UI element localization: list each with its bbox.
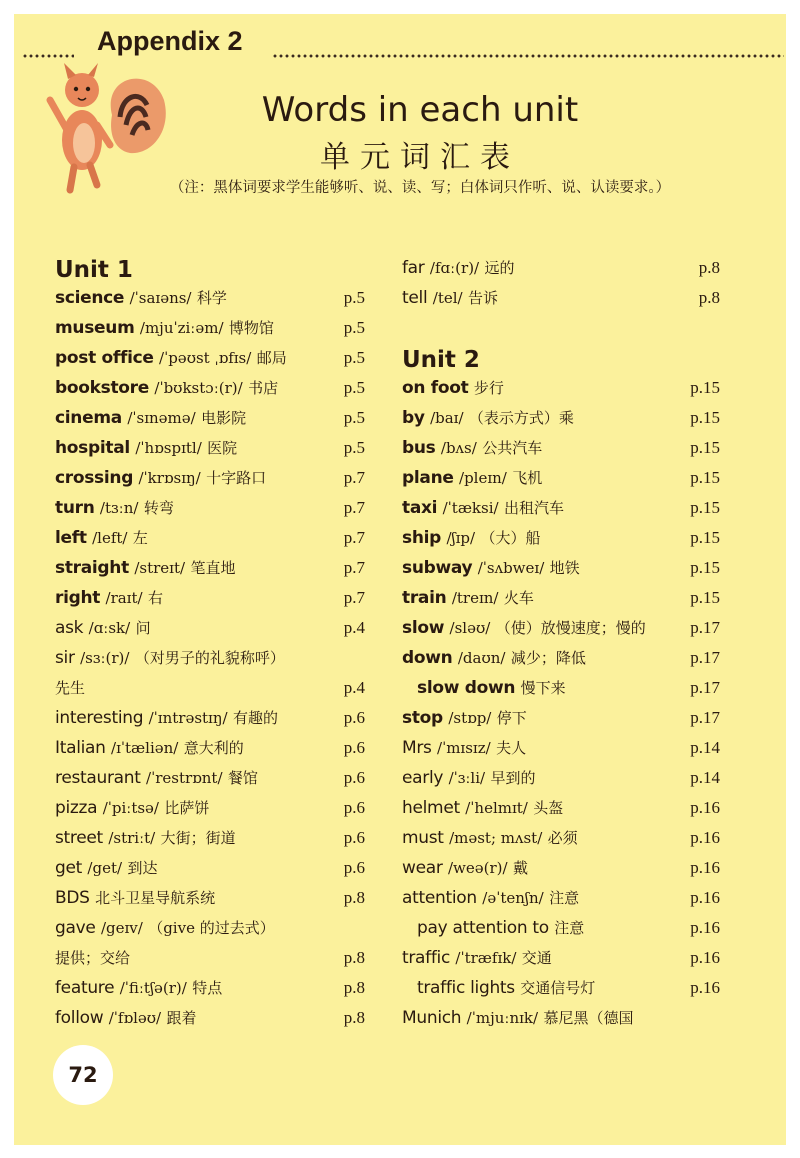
spacer [402, 313, 720, 343]
vocab-entry [402, 1003, 720, 1033]
page-ref: p.16 [690, 828, 720, 847]
vocab-entry [55, 823, 365, 853]
phonetic: /tel/ [432, 289, 463, 307]
vocab-word: interesting [55, 708, 144, 728]
phonetic: /ˈkrɒsɪŋ/ [138, 469, 201, 487]
vocab-entry [55, 763, 365, 793]
vocab-word: follow [55, 1008, 104, 1028]
vocab-entry [402, 523, 720, 553]
phonetic: /striːt/ [108, 829, 156, 847]
page-ref: p.6 [343, 768, 365, 787]
meaning: 到达 [127, 859, 158, 877]
meaning: 左 [132, 529, 148, 547]
vocab-word: taxi [402, 498, 438, 518]
phonetic: /ˈfɒləʊ/ [108, 1009, 162, 1027]
vocab-word: turn [55, 498, 95, 518]
phonetic: /treɪn/ [451, 589, 499, 607]
meaning: 北斗卫星导航系统 [95, 889, 216, 907]
unit-heading-label: Unit 1 [55, 257, 133, 283]
meaning: 公共汽车 [482, 439, 543, 457]
page-ref: p.17 [690, 618, 720, 637]
vocab-entry [55, 643, 365, 673]
phonetic: /məst; mʌst/ [449, 829, 543, 847]
vocab-word: hospital [55, 438, 130, 458]
vocab-word: traffic [402, 948, 451, 968]
phonetic: /tɜːn/ [99, 499, 139, 517]
meaning: 电影院 [201, 409, 247, 427]
page-ref: p.7 [343, 498, 365, 517]
vocab-entry [55, 673, 365, 703]
page-ref: p.17 [690, 678, 720, 697]
page-ref: p.8 [698, 258, 720, 277]
page-ref: p.5 [343, 378, 365, 397]
page-ref: p.6 [343, 858, 365, 877]
meaning: 大街；街道 [160, 829, 236, 847]
vocab-entry [55, 373, 365, 403]
vocab-word: bookstore [55, 378, 149, 398]
page-ref: p.5 [343, 348, 365, 367]
meaning: （表示方式）乘 [468, 409, 574, 427]
page-ref: p.16 [690, 918, 720, 937]
phonetic: /ˈhɒspɪtl/ [135, 439, 202, 457]
vocab-entry [402, 493, 720, 523]
phonetic: /mjuˈziːəm/ [139, 319, 224, 337]
page-ref: p.7 [343, 528, 365, 547]
vocab-word: Italian [55, 738, 106, 758]
page-ref: p.15 [690, 558, 720, 577]
page-ref: p.7 [343, 558, 365, 577]
vocab-word: subway [402, 558, 473, 578]
vocab-word: by [402, 408, 425, 428]
phonetic: /əˈtenʃn/ [482, 889, 544, 907]
meaning: 头盔 [533, 799, 564, 817]
vocab-entry [402, 733, 720, 763]
vocab-word: tell [402, 288, 428, 308]
vocab-word: BDS [55, 888, 90, 908]
vocab-entry [55, 583, 365, 613]
vocab-entry [402, 913, 720, 943]
vocab-entry [55, 853, 365, 883]
unit-heading-label: Unit 2 [402, 347, 480, 373]
vocab-entry [402, 703, 720, 733]
vocab-entry [55, 793, 365, 823]
vocab-entry [402, 883, 720, 913]
meaning: 十字路口 [206, 469, 267, 487]
vocab-entry [55, 313, 365, 343]
page-number: 72 [53, 1045, 113, 1105]
meaning: 先生 [55, 679, 86, 697]
vocab-entry [402, 253, 720, 283]
vocab-word: straight [55, 558, 129, 578]
page-ref: p.6 [343, 708, 365, 727]
page-ref: p.16 [690, 798, 720, 817]
vocab-word: far [402, 258, 425, 278]
vocab-entry [402, 373, 720, 403]
vocab-entry [402, 643, 720, 673]
meaning: 书店 [248, 379, 279, 397]
vocab-entry [402, 943, 720, 973]
vocab-word: slow [402, 618, 445, 638]
page-ref: p.14 [690, 738, 720, 757]
phonetic: /ˈsaɪəns/ [129, 289, 192, 307]
vocab-word: slow down [417, 678, 516, 698]
phonetic: /ˈbʊkstɔː(r)/ [154, 379, 243, 397]
vocab-entry [402, 673, 720, 703]
phonetic: /ˈfiːtʃə(r)/ [119, 979, 187, 997]
appendix-heading: Appendix 2 [97, 26, 243, 56]
page-ref: p.5 [343, 288, 365, 307]
meaning: 有趣的 [232, 709, 278, 727]
phonetic: /ɑːsk/ [88, 619, 131, 637]
vocab-word: Munich [402, 1008, 462, 1028]
vocab-entry [55, 703, 365, 733]
page-ref: p.8 [343, 1008, 365, 1027]
phonetic: /ˈtræfɪk/ [455, 949, 517, 967]
phonetic: /ˈpəʊst ˌɒfɪs/ [159, 349, 252, 367]
phonetic: /sɜː(r)/ [80, 649, 130, 667]
page-ref: p.15 [690, 468, 720, 487]
vocab-entry [55, 433, 365, 463]
vocab-entry [55, 883, 365, 913]
page-ref: p.4 [343, 618, 365, 637]
meaning: 慢下来 [520, 679, 566, 697]
phonetic: /ʃɪp/ [446, 529, 476, 547]
phonetic: /sləʊ/ [449, 619, 491, 637]
phonetic: /ˈrestrɒnt/ [146, 769, 223, 787]
meaning: 问 [135, 619, 151, 637]
page-ref: p.15 [690, 528, 720, 547]
vocab-word: pay attention to [417, 918, 549, 938]
vocab-word: stop [402, 708, 443, 728]
vocab-entry [402, 433, 720, 463]
vocab-word: museum [55, 318, 135, 338]
meaning: 意大利的 [183, 739, 244, 757]
meaning: 笔直地 [190, 559, 236, 577]
meaning: 出租汽车 [503, 499, 564, 517]
vocab-word: get [55, 858, 83, 878]
meaning: （大）船 [480, 529, 541, 547]
page-title-chinese: 单元词汇表 [320, 140, 520, 175]
phonetic: /ˈpiːtsə/ [102, 799, 159, 817]
vocab-word: on foot [402, 378, 469, 398]
vocab-entry [55, 1003, 365, 1033]
phonetic: /raɪt/ [105, 589, 143, 607]
meaning: 减少；降低 [510, 649, 586, 667]
page-ref: p.6 [343, 798, 365, 817]
phonetic: /get/ [87, 859, 123, 877]
phonetic: /ˈmɪsɪz/ [437, 739, 491, 757]
dotted-rule [272, 52, 784, 60]
vocab-entry [402, 283, 720, 313]
meaning: 戴 [512, 859, 528, 877]
page-ref: p.6 [343, 738, 365, 757]
page-ref: p.17 [690, 648, 720, 667]
meaning: 夫人 [496, 739, 527, 757]
phonetic: /ˈɜːli/ [448, 769, 486, 787]
page-ref: p.15 [690, 408, 720, 427]
vocab-entry [55, 733, 365, 763]
meaning: 跟着 [166, 1009, 197, 1027]
page-ref: p.16 [690, 888, 720, 907]
vocab-word: left [55, 528, 87, 548]
vocab-word: science [55, 288, 125, 308]
meaning: 交通信号灯 [520, 979, 596, 997]
phonetic: /ˈtæksi/ [442, 499, 499, 517]
vocab-column-right [402, 253, 720, 1033]
vocab-entry [55, 973, 365, 1003]
vocab-entry [55, 283, 365, 313]
vocab-word: ask [55, 618, 84, 638]
page-ref: p.16 [690, 948, 720, 967]
vocab-word: post office [55, 348, 154, 368]
meaning: 特点 [192, 979, 223, 997]
vocab-word: crossing [55, 468, 134, 488]
page-ref: p.15 [690, 438, 720, 457]
meaning: 提供；交给 [55, 949, 131, 967]
meaning: 邮局 [256, 349, 287, 367]
vocab-entry [402, 463, 720, 493]
meaning: （give 的过去式） [148, 919, 275, 937]
vocab-entry [402, 583, 720, 613]
meaning: 注意 [554, 919, 585, 937]
phonetic: /ˈɪntrəstɪŋ/ [148, 709, 228, 727]
meaning: 餐馆 [227, 769, 258, 787]
meaning: 注意 [549, 889, 580, 907]
vocab-word: gave [55, 918, 96, 938]
page-ref: p.15 [690, 498, 720, 517]
phonetic: /geɪv/ [100, 919, 143, 937]
vocab-word: wear [402, 858, 443, 878]
page-ref: p.5 [343, 438, 365, 457]
meaning: 科学 [196, 289, 227, 307]
vocab-word: cinema [55, 408, 122, 428]
vocab-entry [402, 793, 720, 823]
meaning: 火车 [503, 589, 534, 607]
meaning: 停下 [496, 709, 527, 727]
phonetic: /baɪ/ [430, 409, 464, 427]
phonetic: /ɪˈtæliən/ [111, 739, 179, 757]
vocab-entry [402, 823, 720, 853]
page-ref: p.16 [690, 858, 720, 877]
vocab-entry [402, 853, 720, 883]
unit-heading [55, 253, 365, 283]
page-ref: p.15 [690, 378, 720, 397]
vocab-word: Mrs [402, 738, 432, 758]
meaning: （对男子的礼貌称呼） [134, 649, 285, 667]
page-ref: p.7 [343, 468, 365, 487]
vocab-word: traffic lights [417, 978, 515, 998]
vocab-word: restaurant [55, 768, 141, 788]
vocab-entry [55, 403, 365, 433]
phonetic: /pleɪn/ [459, 469, 507, 487]
page-ref: p.7 [343, 588, 365, 607]
meaning: 慕尼黑（德国 [543, 1009, 634, 1027]
vocab-entry [55, 943, 365, 973]
meaning: 远的 [484, 259, 515, 277]
meaning: 交通 [521, 949, 552, 967]
page-ref: p.8 [343, 888, 365, 907]
phonetic: /bʌs/ [440, 439, 477, 457]
meaning: 右 [147, 589, 163, 607]
vocab-entry [55, 493, 365, 523]
vocab-word: train [402, 588, 447, 608]
phonetic: /fɑː(r)/ [429, 259, 480, 277]
vocab-word: early [402, 768, 444, 788]
page-ref: p.8 [343, 978, 365, 997]
vocab-word: down [402, 648, 453, 668]
meaning: （使）放慢速度；慢的 [495, 619, 646, 637]
vocab-entry [55, 553, 365, 583]
vocab-entry [55, 613, 365, 643]
vocab-word: pizza [55, 798, 98, 818]
page-title: Words in each unit [261, 90, 579, 130]
vocab-word: sir [55, 648, 75, 668]
vocab-word: helmet [402, 798, 460, 818]
phonetic: /weə(r)/ [447, 859, 508, 877]
phonetic: /ˈsɪnəmə/ [127, 409, 196, 427]
vocab-word: plane [402, 468, 454, 488]
meaning: 必须 [547, 829, 578, 847]
vocab-entry [55, 523, 365, 553]
page-ref: p.15 [690, 588, 720, 607]
meaning: 博物馆 [228, 319, 274, 337]
vocab-word: street [55, 828, 103, 848]
vocab-entry [55, 343, 365, 373]
vocab-word: bus [402, 438, 436, 458]
phonetic: /left/ [92, 529, 128, 547]
page-ref: p.16 [690, 978, 720, 997]
vocab-column-left [55, 253, 365, 1033]
page-ref: p.6 [343, 828, 365, 847]
vocab-entry [402, 553, 720, 583]
vocab-entry [55, 463, 365, 493]
page-ref: p.14 [690, 768, 720, 787]
vocab-word: feature [55, 978, 115, 998]
meaning: 步行 [473, 379, 504, 397]
phonetic: /ˈsʌbweɪ/ [477, 559, 545, 577]
meaning: 告诉 [468, 289, 499, 307]
phonetic: /ˈmjuːnɪk/ [466, 1009, 539, 1027]
phonetic: /stɒp/ [448, 709, 492, 727]
vocab-entry [55, 913, 365, 943]
vocab-entry [402, 973, 720, 1003]
meaning: 飞机 [512, 469, 543, 487]
page-ref: p.8 [698, 288, 720, 307]
vocab-word: ship [402, 528, 442, 548]
meaning: 地铁 [549, 559, 580, 577]
phonetic: /ˈhelmɪt/ [465, 799, 528, 817]
vocab-entry [402, 763, 720, 793]
page-ref: p.4 [343, 678, 365, 697]
vocab-entry [402, 613, 720, 643]
unit-heading [402, 343, 720, 373]
usage-note: （注：黑体词要求学生能够听、说、读、写；白体词只作听、说、认读要求。） [169, 180, 671, 196]
vocab-entry [402, 403, 720, 433]
vocab-word: must [402, 828, 444, 848]
page-ref: p.17 [690, 708, 720, 727]
meaning: 早到的 [490, 769, 536, 787]
vocab-word: right [55, 588, 101, 608]
meaning: 医院 [207, 439, 238, 457]
meaning: 比萨饼 [164, 799, 210, 817]
vocab-word: attention [402, 888, 477, 908]
page-ref: p.5 [343, 318, 365, 337]
meaning: 转弯 [143, 499, 174, 517]
phonetic: /streɪt/ [134, 559, 186, 577]
page-ref: p.8 [343, 948, 365, 967]
phonetic: /daʊn/ [457, 649, 506, 667]
page-ref: p.5 [343, 408, 365, 427]
